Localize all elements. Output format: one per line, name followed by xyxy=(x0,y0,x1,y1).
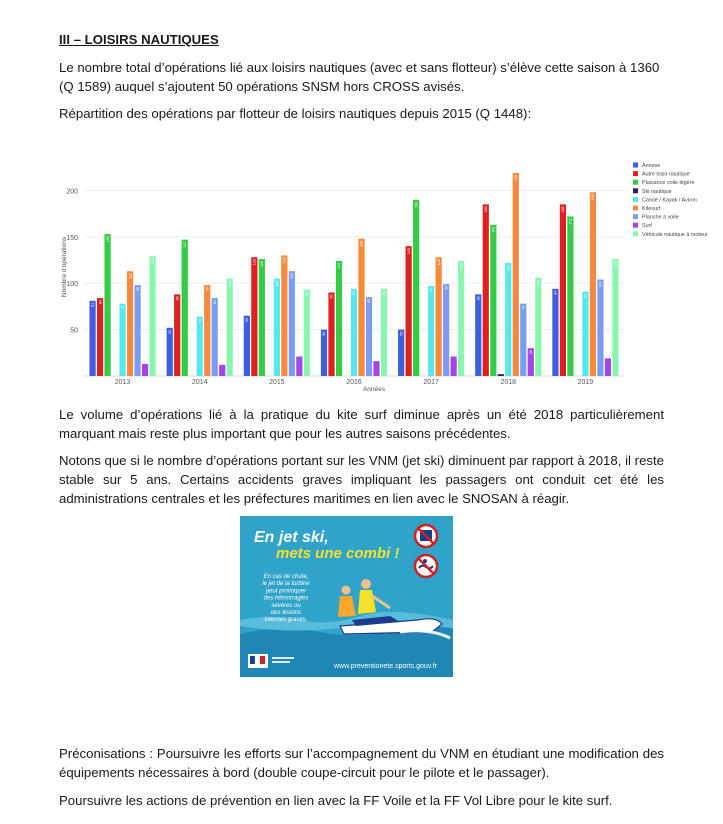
legend-label: Plaisance voile légère xyxy=(642,180,695,187)
bar xyxy=(358,239,364,376)
bar-data-label: 78 xyxy=(120,305,125,310)
bar xyxy=(289,271,295,376)
x-tick-label: 2017 xyxy=(423,379,439,386)
bar-data-label: 88 xyxy=(476,296,481,301)
bar-data-label: 105 xyxy=(227,280,232,287)
bar-data-label: 88 xyxy=(175,296,180,301)
bar-data-label: 105 xyxy=(275,280,280,287)
legend-swatch xyxy=(633,223,638,228)
bar xyxy=(259,259,265,376)
bar-data-label: 50 xyxy=(399,331,404,336)
intro-paragraph: Le nombre total d’opérations lié aux loisirs nautiques (avec et sans flotteur) s’élève cette saison à 1360 (Q 1589) auquel s’ajoutent 50 opérations SNSM hors CROSS avisés. xyxy=(59,60,660,94)
bar xyxy=(197,317,203,376)
poster-body-line: internes graves. xyxy=(264,617,308,624)
bar xyxy=(436,257,442,376)
bar-data-label: 124 xyxy=(459,262,464,269)
bar xyxy=(167,328,173,376)
jetski-paragraph: Notons que si le nombre d’opérations portant sur les VNM (jet ski) diminuent par rapport à 2018, il reste stable sur 5 ans. Certains accidents graves impliquant les passagers ont conduit cet été les administrations centrales et les préfectures maritimes en lien avec le SNOSAN à réagir. xyxy=(59,453,664,506)
bar xyxy=(351,289,357,376)
chart-svg xyxy=(59,154,723,394)
bar-data-label: 126 xyxy=(613,261,618,268)
bar-data-label: 84 xyxy=(212,300,217,305)
legend-label: Planche à voile xyxy=(642,214,679,221)
prevention-paragraph: Poursuivre les actions de prévention en lien avec la FF Voile et la FF Vol Libre pour le kite surf. xyxy=(59,793,613,808)
bar-data-label: 98 xyxy=(205,287,210,292)
y-tick-label: 150 xyxy=(66,234,78,242)
legend-swatch xyxy=(633,171,638,176)
bar xyxy=(560,204,566,376)
bar-data-label: 124 xyxy=(337,262,342,269)
bar xyxy=(567,216,573,376)
bar xyxy=(366,297,372,376)
section-heading: III – LOISIRS NAUTIQUES xyxy=(59,32,219,47)
bar xyxy=(458,261,464,376)
bar-data-label: 52 xyxy=(167,329,172,334)
legend-swatch xyxy=(633,163,638,168)
bar-data-label: 98 xyxy=(135,287,140,292)
bar xyxy=(134,285,140,376)
bar xyxy=(251,257,257,376)
bar-data-label: 50 xyxy=(322,331,327,336)
y-tick-label: 200 xyxy=(66,188,78,196)
bar xyxy=(281,255,287,376)
poster-body-line: des hémorragies xyxy=(263,595,309,602)
bar-data-label: 172 xyxy=(568,218,573,225)
poster-body-line: des lésions xyxy=(270,610,302,616)
legend-label: Véhicule nautique à moteur xyxy=(642,231,708,238)
bar xyxy=(274,279,280,376)
x-axis-label: Années xyxy=(362,386,386,393)
bar-data-label: 128 xyxy=(252,259,257,266)
legend-label: Surf xyxy=(642,223,652,230)
bar xyxy=(498,374,504,376)
bar-data-label: 94 xyxy=(382,290,387,295)
no-jetski-sign-icon xyxy=(415,525,437,547)
bar xyxy=(552,289,558,376)
bar-data-label: 140 xyxy=(406,248,411,255)
bar xyxy=(406,246,412,376)
bar xyxy=(483,204,489,376)
poster-title-line2: mets une combi ! xyxy=(276,545,400,562)
bar xyxy=(590,192,596,376)
y-tick-label: 100 xyxy=(66,281,78,289)
chart-caption: Répartition des opérations par flotteur de loisirs nautiques depuis 2015 (Q 1448): xyxy=(59,106,532,121)
legend-swatch xyxy=(633,188,638,193)
bar xyxy=(296,357,302,376)
bar-data-label: 84 xyxy=(98,300,103,305)
bar xyxy=(428,286,434,376)
bar xyxy=(505,263,511,376)
bar-data-label: 64 xyxy=(197,318,202,323)
bar xyxy=(535,278,541,376)
bar xyxy=(490,225,496,376)
bar xyxy=(582,292,588,376)
x-tick-label: 2018 xyxy=(500,379,517,386)
bar-data-label: 219 xyxy=(513,174,518,181)
bar xyxy=(413,200,419,376)
bar-data-label: 148 xyxy=(359,240,364,247)
bar-data-label: 163 xyxy=(491,226,496,233)
legend-swatch xyxy=(633,197,638,202)
bar-data-label: 104 xyxy=(598,281,603,288)
kitesurf-paragraph: Le volume d’opérations lié à la pratique du kite surf diminue après un été 2018 particulièrement marquant mais reste plus important que pour les autres saisons précédentes. xyxy=(59,407,664,441)
y-axis-label: Nombre d'opérations xyxy=(61,236,68,298)
bar xyxy=(373,361,379,376)
legend-swatch xyxy=(633,206,638,211)
poster-title-line1: En jet ski, xyxy=(254,529,329,546)
bar-data-label: 185 xyxy=(483,206,488,213)
no-swim-sign-icon xyxy=(415,555,437,577)
bar-data-label: 93 xyxy=(305,291,310,296)
bar xyxy=(182,240,188,376)
bar-data-label: 85 xyxy=(367,299,372,304)
legend-label: Kitesurf xyxy=(642,206,661,212)
bar xyxy=(612,259,618,376)
bar-data-label: 106 xyxy=(536,279,541,286)
legend-label: Canoë / Kayak / Aviron xyxy=(642,197,697,204)
legend-label: Ski nautique xyxy=(642,188,672,195)
bar xyxy=(89,301,95,376)
bar xyxy=(451,357,457,376)
bar xyxy=(304,290,310,376)
bar-data-label: 113 xyxy=(290,273,295,279)
bar-data-label: 78 xyxy=(521,305,526,310)
bar-data-label: 97 xyxy=(429,288,434,293)
bar xyxy=(520,304,526,376)
bar-data-label: 94 xyxy=(553,290,558,295)
legend-swatch xyxy=(633,180,638,185)
poster-art xyxy=(240,516,453,677)
bar xyxy=(475,294,481,376)
x-tick-label: 2014 xyxy=(191,379,208,386)
bar xyxy=(204,285,210,376)
bar-data-label: 94 xyxy=(352,290,357,295)
x-tick-label: 2015 xyxy=(269,379,285,386)
bar xyxy=(212,298,218,376)
bar-data-label: 129 xyxy=(150,258,155,265)
bar-data-label: 185 xyxy=(561,206,566,213)
bar xyxy=(227,279,233,376)
bar xyxy=(244,316,250,376)
bar-data-label: 91 xyxy=(583,293,588,298)
bar xyxy=(149,256,155,376)
operations-bar-chart xyxy=(59,154,723,394)
bar-data-label: 113 xyxy=(128,273,133,279)
bar-data-label: 81 xyxy=(90,302,95,307)
poster-body-line: sévères ou xyxy=(271,602,301,609)
bar xyxy=(119,304,125,376)
bar xyxy=(605,358,611,376)
bar xyxy=(443,284,449,376)
poster-url: www.preventionete.sports.gouv.fr xyxy=(334,663,437,670)
poster-body-line: le jet de la turbine xyxy=(262,581,310,588)
poster-body-line: En cas de chute, xyxy=(263,574,309,580)
bar-data-label: 90 xyxy=(329,294,334,299)
x-tick-label: 2013 xyxy=(114,379,131,386)
jet-ski-prevention-poster xyxy=(240,516,453,677)
bar xyxy=(328,293,334,376)
bar xyxy=(219,365,225,376)
bar-data-label: 126 xyxy=(260,261,265,268)
bar-data-label: 190 xyxy=(414,201,419,208)
bar xyxy=(597,280,603,376)
bar xyxy=(97,298,103,376)
x-tick-label: 2019 xyxy=(577,379,594,386)
bar-data-label: 122 xyxy=(506,264,511,271)
legend-label: Autre loisir nautique xyxy=(642,171,690,178)
bar xyxy=(513,173,519,376)
bar-data-label: 128 xyxy=(436,259,441,266)
bar xyxy=(381,289,387,376)
bar-data-label: 147 xyxy=(182,241,187,248)
legend-swatch xyxy=(633,231,638,236)
recommendations-paragraph: Préconisations : Poursuivre les efforts sur l’accompagnement du VNM en étudiant une modification des équipements nécessaires à bord (double coupe-circuit pour le pilote et le passager). xyxy=(59,746,664,780)
bar xyxy=(142,364,148,376)
bar xyxy=(127,271,133,376)
legend-swatch xyxy=(633,214,638,219)
legend-label: Annexe xyxy=(642,163,661,169)
bar-data-label: 130 xyxy=(282,257,287,264)
bar-data-label: 153 xyxy=(105,236,110,243)
bar xyxy=(104,234,110,376)
bar xyxy=(336,261,342,376)
bar-data-label: 99 xyxy=(444,286,449,291)
bar-data-label: 30 xyxy=(528,350,533,355)
poster-body-line: peut provoquer xyxy=(265,588,307,595)
y-tick-label: 50 xyxy=(70,327,78,335)
bar xyxy=(174,294,180,376)
bar-data-label: 198 xyxy=(591,194,596,201)
bar-data-label: 65 xyxy=(245,317,250,322)
x-tick-label: 2016 xyxy=(346,379,362,386)
